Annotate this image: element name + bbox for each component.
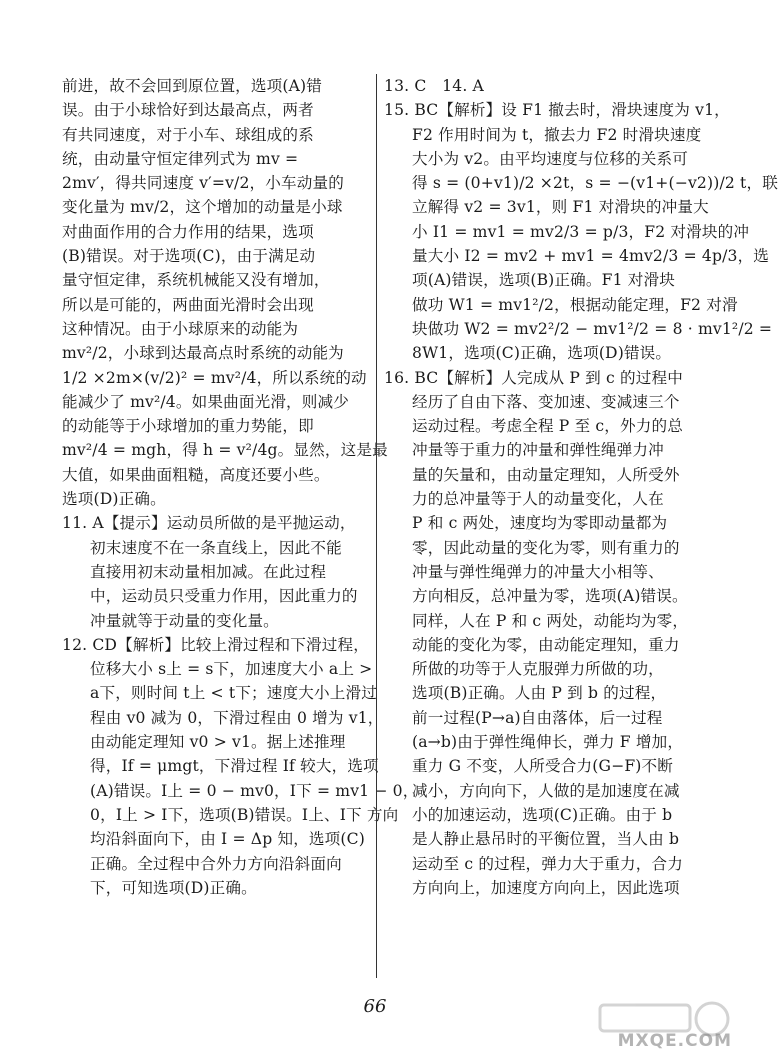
text-line: 减小，方向向下，人做的是加速度在减 [412, 781, 680, 800]
text-line: 量大小 I2 = mv2 + mv1 = 4mv2/3 = 4p/3，选 [412, 247, 770, 266]
text-line: 均沿斜面向下，由 I = Δp 知，选项(C) [90, 830, 365, 849]
text-line: 16. BC【解析】人完成从 P 到 c 的过程中 [384, 368, 683, 387]
text-line: 冲量与弹性绳弹力的冲量大小相等、 [412, 562, 664, 581]
text-line: 有共同速度，对于小车、球组成的系 [62, 125, 314, 144]
text-line: mv²/2，小球到达最高点时系统的动能为 [62, 344, 344, 363]
page-number: 66 [363, 996, 387, 1017]
text-line: 量的矢量和，由动量定理知，人所受外 [412, 465, 680, 484]
text-line: 运动过程。考虑全程 P 至 c，外力的总 [412, 417, 684, 436]
text-line: 11. A【提示】运动员所做的是平抛运动， [62, 514, 356, 533]
text-line: 选项(B)正确。人由 P 到 b 的过程， [412, 684, 667, 703]
text-line: 前一过程(P→a)自由落体，后一过程 [412, 708, 663, 727]
text-line: 下，可知选项(D)正确。 [90, 878, 257, 897]
text-line: 能减少了 mv²/4。如果曲面光滑，则减少 [62, 392, 350, 411]
text-line: F2 作用时间为 t，撤去力 F2 时滑块速度 [412, 125, 702, 144]
text-line: 13. C 14. A [384, 77, 484, 95]
text-line: 动能的变化为零，由动能定理知，重力 [412, 635, 680, 654]
text-line: 方向相反，总冲量为零，选项(A)错误。 [412, 587, 688, 606]
text-line: a下，则时间 t上 < t下；速度大小上滑过 [90, 684, 377, 703]
text-line: 项(A)错误，选项(B)正确。F1 对滑块 [412, 271, 676, 290]
right-column [384, 74, 778, 900]
text-line: 初末速度不在一条直线上，因此不能 [90, 538, 342, 557]
left-column [62, 74, 419, 900]
text-line: 量守恒定律，系统机械能又没有增加， [62, 271, 330, 290]
text-line: 得，If = μmgt，下滑过程 If 较大，选项 [90, 757, 379, 776]
text-line: 误。由于小球恰好到达最高点，两者 [62, 101, 314, 120]
text-line: 大值，如果曲面粗糙，高度还要小些。 [62, 465, 330, 484]
text-line: 立解得 v2 = 3v1，则 F1 对滑块的冲量大 [412, 198, 709, 217]
text-line: 得 s = (0+v1)/2 ×2t，s = −(v1+(−v2))/2 t，联 [412, 174, 778, 193]
text-line: 位移大小 s上 = s下，加速度大小 a上 > [90, 660, 373, 679]
text-line: 冲量就等于动量的变化量。 [90, 611, 279, 630]
text-line: 做功 W1 = mv1²/2，根据动能定理，F2 对滑 [412, 295, 738, 314]
text-line: 所做的功等于人克服弹力所做的功， [412, 660, 664, 679]
text-line: 正确。全过程中合外力方向沿斜面向 [90, 854, 342, 873]
text-line: 是人静止悬吊时的平衡位置，当人由 b [412, 830, 680, 849]
text-line: 方向向上，加速度方向向上，因此选项 [412, 878, 680, 897]
text-line: 力的总冲量等于人的动量变化，人在 [412, 490, 664, 509]
text-line: P 和 c 两处，速度均为零即动量都为 [412, 514, 668, 533]
text-line: 块做功 W2 = mv2²/2 − mv1²/2 = 8 · mv1²/2 = [412, 319, 773, 338]
text-line: (A)错误。I上 = 0 − mv0，I下 = mv1 − 0， [90, 781, 419, 800]
text-line: 前进，故不会回到原位置，选项(A)错 [62, 77, 323, 95]
text-line: 中，运动员只受重力作用，因此重力的 [90, 587, 358, 606]
text-line: mv²/4 = mgh，得 h = v²/4g。显然，这是最 [62, 441, 388, 460]
text-line: 大小为 v2。由平均速度与位移的关系可 [412, 149, 689, 168]
text-line: 同样，人在 P 和 c 两处，动能均为零， [412, 611, 689, 630]
text-line: 对曲面作用的合力作用的结果，选项 [62, 222, 314, 241]
text-line: 运动至 c 的过程，弹力大于重力，合力 [412, 854, 683, 873]
text-line: 重力 G 不变，人所受合力(G−F)不断 [412, 757, 674, 776]
text-line: (a→b)由于弹性绳伸长，弹力 F 增加， [412, 733, 684, 752]
text-line: 小 I1 = mv1 = mv2/3 = p/3，F2 对滑块的冲 [412, 222, 750, 241]
text-line: 零，因此动量的变化为零，则有重力的 [412, 538, 680, 557]
text-line: 8W1，选项(C)正确，选项(D)错误。 [412, 344, 672, 363]
text-line: 12. CD【解析】比较上滑过程和下滑过程， [62, 635, 369, 654]
text-line: 所以是可能的，两曲面光滑时会出现 [62, 295, 314, 314]
text-line: 冲量等于重力的冲量和弹性绳弹力冲 [412, 441, 664, 460]
watermark-text: MXQE.COM [617, 1031, 732, 1051]
column-divider [376, 74, 377, 978]
text-line: 这种情况。由于小球原来的动能为 [62, 319, 299, 338]
text-line: 1/2 ×2m×(v/2)² = mv²/4，所以系统的动 [62, 368, 367, 387]
text-line: 变化量为 mv/2，这个增加的动量是小球 [62, 198, 343, 217]
text-line: 选项(D)正确。 [62, 490, 166, 509]
text-line: 直接用初末动量相加减。在此过程 [90, 562, 327, 581]
text-line: 程由 v0 减为 0，下滑过程由 0 增为 v1， [90, 708, 384, 727]
text-line: (B)错误。对于选项(C)，由于满足动 [62, 247, 316, 266]
text-line: 小的加速运动，选项(C)正确。由于 b [412, 805, 673, 824]
text-line: 的动能等于小球增加的重力势能，即 [62, 417, 314, 436]
text-line: 统，由动量守恒定律列式为 mv = [62, 149, 299, 168]
text-line: 由动能定理知 v0 > v1。据上述推理 [90, 733, 346, 752]
text-line: 2mv′，得共同速度 v′=v/2，小车动量的 [62, 174, 344, 193]
text-line: 经历了自由下落、变加速、变减速三个 [412, 392, 680, 411]
text-line: 15. BC【解析】设 F1 撤去时，滑块速度为 v1， [384, 101, 730, 120]
text-line: 0，I上 > I下，选项(B)错误。I上、I下 方向 [90, 805, 399, 824]
